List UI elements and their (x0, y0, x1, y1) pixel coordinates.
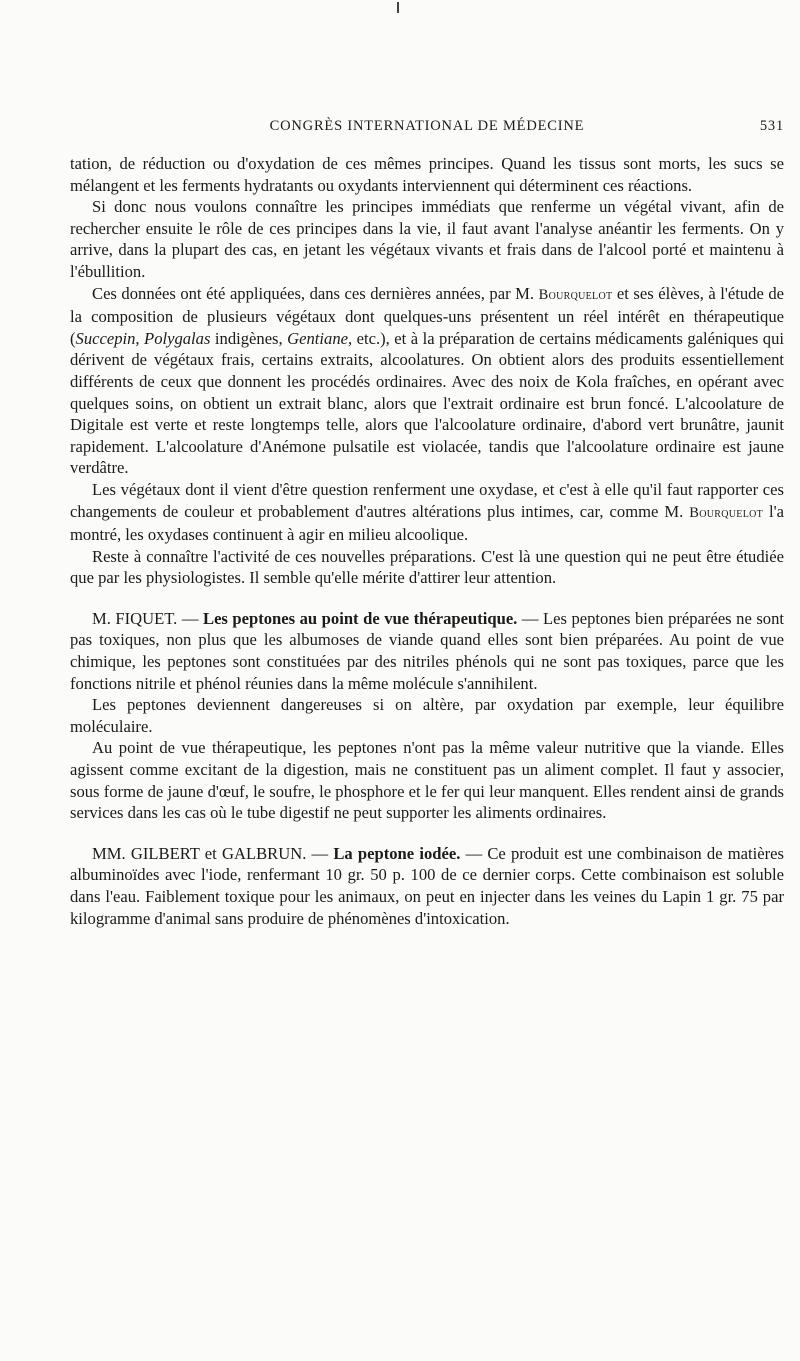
p3-text-a: Ces données ont été appliquées, dans ces dernières années, par M. (92, 283, 535, 303)
section-fiquet (70, 608, 784, 694)
body-text (70, 153, 784, 929)
section-title: Les peptones au point de vue thérapeutique. (203, 608, 518, 628)
author-name-bourquelot: Bourquelot (538, 286, 613, 303)
paragraph-2: Si donc nous voulons connaître les principes immédiats que renferme un végétal vivant, afin de rechercher ensuite le rôle de ces principes dans la vie, il faut avant l'analyse anéantir les ferments. On y arrive, dans la plupart des cas, en jetant les végétaux vivants et frais dans de l'alcool porté et maintenu à l'ébullition. (70, 197, 784, 281)
running-header (70, 118, 784, 138)
section-dash: — (181, 608, 199, 628)
paragraph-6: Les peptones deviennent dangereuses si on altère, par oxydation par exemple, leur équilibre moléculaire. (70, 695, 784, 736)
p3-text-c: indigènes, (214, 328, 283, 348)
p3-text-d: etc.), et à la préparation de certains médicaments galéniques qui dérivent de végétaux frais, certains extraits, alcoolatures. On obtient alors des produits essentiellement différents de ceux que donnent les procédés ordinaires. Avec des noix de Kola fraîches, en opérant avec quelques soins, on obtient un extrait blanc, alors que l'extrait ordinaire est brun foncé. L'alcoolature de Digitale est verte et reste longtemps telle, alors que l'alcoolature ordinaire, d'abord vert brunâtre, jaunit rapidement. L'alcoolature d'Anémone pulsatile est violacée, tandis que l'alcoolature ordinaire est jaune verdâtre. (70, 328, 784, 478)
p3-text-b: et ses élèves, à l'étude de la composition de plusieurs végétaux dont quelques-uns présentent un réel intérêt en thérapeutique ( (70, 283, 785, 348)
paragraph-7: Au point de vue thérapeutique, les peptones n'ont pas la même valeur nutritive que la viande. Elles agissent comme excitant de la digestion, mais ne constituent pas un aliment complet. Il faut y associer, sous forme de jaune d'œuf, le soufre, le phosphore et le fer qui leur manquent. Elles rendent ainsi de grands services dans les cas où le tube digestif ne peut supporter les aliments ordinaires. (70, 738, 784, 823)
running-title: CONGRÈS INTERNATIONAL DE MÉDECINE (269, 118, 585, 134)
paragraph-3 (70, 283, 784, 479)
p4-text-b: l'a montré, les oxydases continuent à agir en milieu alcoolique. (70, 501, 785, 545)
p3-italic-gentiane: Gentiane, (287, 328, 353, 348)
p4-text-a: Les végétaux dont il vient d'être question renferment une oxydase, et c'est à elle qu'il faut rapporter ces changements de couleur et probablement d'autres altérations plus intimes, car, comme M. (70, 479, 784, 521)
section-author: M. FIQUET. (92, 608, 178, 628)
author-name-bourquelot-2: Bourquelot (689, 504, 764, 521)
section-text: — Les peptones bien préparées ne sont pas toxiques, non plus que les albumoses de viande quand elles sont bien préparées. Au point de vue chimique, les peptones sont constituées par des nitriles phénols qui ne sont pas toxiques, parce que les fonctions nitrile et phénol réunies dans la même molécule s'annihilent. (70, 608, 785, 693)
page-mark (397, 2, 399, 13)
paragraph-4 (70, 479, 784, 546)
section-author-2: MM. GILBERT et GALBRUN. (92, 843, 307, 863)
section-dash-2: — (311, 843, 329, 863)
paragraph-5: Reste à connaître l'activité de ces nouvelles préparations. C'est là une question qui ne peut être étudiée que par les physiologistes. Il semble qu'elle mérite d'attirer leur attention. (70, 546, 784, 588)
section-title-2: La peptone iodée. (333, 843, 461, 863)
section-gilbert-galbrun (70, 843, 784, 929)
page-number: 531 (759, 118, 784, 134)
section-text-2: — Ce produit est une combinaison de matières albuminoïdes avec l'iode, renfermant 10 gr. 50 p. 100 de ce dernier corps. Cette combinaison est soluble dans l'eau. Faiblement toxique pour les animaux, on peut en injecter dans les veines du Lapin 1 gr. 75 par kilogramme d'animal sans produire de phénomènes d'intoxication. (70, 843, 784, 928)
p3-italic-plants: Succepin, Polygalas (75, 328, 211, 348)
paragraph-1: tation, de réduction ou d'oxydation de ces mêmes principes. Quand les tissus sont morts, les sucs se mélangent et les ferments hydratants ou oxydants interviennent qui déterminent ces réactions. (70, 154, 784, 195)
